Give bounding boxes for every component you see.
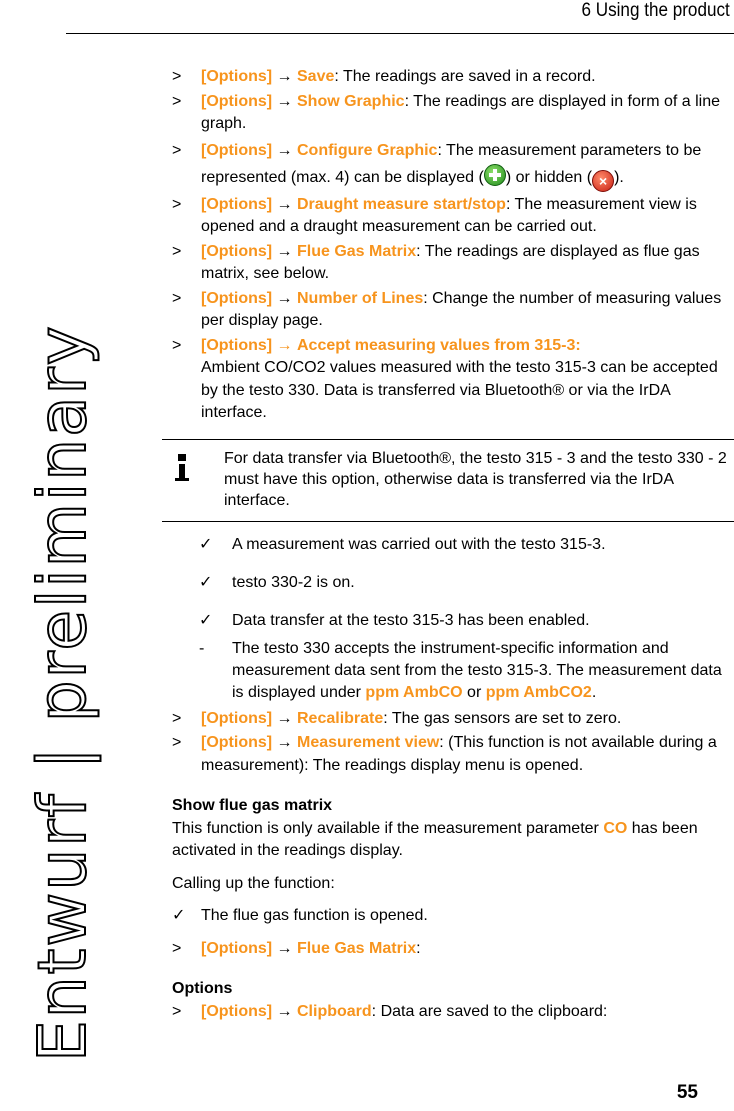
- step-flue-gas-matrix-2: [172, 938, 734, 961]
- highlight-ppm-ambco2: ppm AmbCO2: [485, 683, 592, 701]
- options-label: [Options]: [201, 734, 273, 751]
- arrow: →: [276, 734, 293, 751]
- bullet-marker: >: [172, 242, 182, 260]
- menu-target: Recalibrate: [297, 709, 384, 727]
- step-draught-measure: [172, 194, 734, 239]
- menu-target: Flue Gas Matrix: [297, 242, 417, 260]
- result-text: .: [591, 683, 597, 701]
- header-title: 6 Using the product: [581, 0, 730, 21]
- result-text: or: [462, 683, 486, 701]
- close-icon: ×: [592, 170, 614, 192]
- flue-text: has been activated in the readings display.: [172, 819, 698, 859]
- arrow: →: [276, 92, 293, 110]
- menu-target: Number of Lines: [297, 289, 424, 307]
- plus-icon: [484, 164, 506, 186]
- check-item: [172, 534, 734, 556]
- options-label: [Options]: [201, 195, 273, 213]
- options-label: [Options]: [201, 709, 273, 727]
- step-text: : The readings are saved in a record.: [334, 68, 596, 85]
- section-title-options: Options: [172, 980, 233, 997]
- step-text: :: [416, 939, 421, 957]
- step-text: ) or hidden (: [505, 168, 593, 186]
- info-icon: [178, 454, 186, 481]
- step-configure-graphic: [172, 138, 734, 192]
- check-item: [172, 572, 734, 594]
- step-text: : Data are saved to the clipboard:: [371, 1002, 608, 1020]
- arrow: →: [276, 709, 293, 727]
- check-text: Data transfer at the testo 315-3 has been enabled.: [232, 611, 590, 629]
- step-flue-gas-matrix: [172, 241, 734, 286]
- step-number-of-lines: [172, 288, 734, 333]
- watermark: Entwurf | preliminary: [24, 324, 101, 1062]
- arrow: →: [276, 336, 293, 354]
- flue-text: This function is only available if the measurement parameter: [172, 819, 604, 837]
- note-text: For data transfer via Bluetooth®, the testo 315 - 3 and the testo 330 - 2 must have this option, otherwise data is transferred via the IrDA interface.: [224, 449, 727, 509]
- step-text: Ambient CO/CO2 values measured with the testo 315-3 can be accepted by the testo 330. Data is transferred via Bluetooth® or via the IrDA interface.: [201, 359, 718, 421]
- bullet-marker: >: [172, 92, 182, 110]
- arrow: →: [276, 68, 293, 85]
- bullet-marker: >: [172, 939, 182, 957]
- step-text: : The gas sensors are set to zero.: [383, 709, 622, 727]
- step-text: ).: [614, 168, 624, 186]
- step-text: : The measurement parameters to be represented (max. 4) can be displayed (: [201, 141, 702, 186]
- result-item: [172, 638, 734, 704]
- step-save: [172, 66, 734, 89]
- step-show-graphic: [172, 91, 734, 136]
- arrow: →: [276, 939, 293, 957]
- bullet-marker: >: [172, 1002, 182, 1020]
- arrow: →: [276, 1002, 293, 1020]
- check-text: testo 330-2 is on.: [232, 573, 355, 591]
- step-text: : (This function is not available during a measurement): The readings display menu is opened.: [201, 734, 717, 774]
- step-text: : The readings are displayed as flue gas matrix, see below.: [201, 242, 700, 282]
- step-clipboard: [172, 1001, 734, 1024]
- options-label: [Options]: [201, 92, 273, 110]
- page-content: [172, 66, 734, 1025]
- options-label: [Options]: [201, 336, 273, 354]
- step-accept-values: [172, 335, 734, 425]
- step-text: : The measurement view is opened and a draught measurement can be carried out.: [201, 195, 697, 235]
- arrow: →: [276, 141, 293, 159]
- highlight-co: CO: [603, 819, 628, 837]
- menu-target: Save: [297, 68, 335, 85]
- check-text: The flue gas function is opened.: [201, 907, 428, 924]
- step-text: : The readings are displayed in form of a line graph.: [201, 92, 721, 132]
- options-label: [Options]: [201, 289, 273, 307]
- check-text: A measurement was carried out with the testo 315-3.: [232, 535, 606, 553]
- check-item: [172, 905, 734, 928]
- dash-marker: -: [199, 639, 205, 657]
- menu-target: Accept measuring values from 315-3:: [297, 336, 581, 354]
- bullet-marker: >: [172, 141, 182, 159]
- options-label: [Options]: [201, 939, 273, 957]
- flue-intro: [172, 818, 734, 863]
- step-recalibrate: [172, 708, 734, 731]
- bullet-marker: >: [172, 195, 182, 213]
- check-icon: ✓: [199, 611, 213, 629]
- section-title-flue-gas: Show flue gas matrix: [172, 797, 333, 814]
- check-icon: ✓: [199, 535, 213, 553]
- prerequisite-list: [172, 534, 734, 632]
- menu-target: Measurement view: [297, 734, 440, 751]
- bullet-marker: >: [172, 709, 182, 727]
- options-label: [Options]: [201, 68, 273, 85]
- bullet-marker: >: [172, 68, 182, 85]
- bullet-marker: >: [172, 289, 182, 307]
- options-label: [Options]: [201, 141, 273, 159]
- arrow: →: [276, 242, 293, 260]
- menu-target: Configure Graphic: [297, 141, 438, 159]
- check-icon: ✓: [172, 907, 186, 924]
- check-icon: ✓: [199, 573, 213, 591]
- options-label: [Options]: [201, 1002, 273, 1020]
- menu-target: Show Graphic: [297, 92, 405, 110]
- menu-target: Draught measure start/stop: [297, 195, 506, 213]
- highlight-ppm-ambco: ppm AmbCO: [365, 683, 463, 701]
- header-rule: [66, 33, 734, 34]
- bullet-marker: >: [172, 734, 182, 751]
- check-item: [172, 610, 734, 632]
- options-label: [Options]: [201, 242, 273, 260]
- info-note: [162, 439, 734, 522]
- arrow: →: [276, 195, 293, 213]
- page-number: 55: [676, 1082, 698, 1103]
- step-measurement-view: [172, 732, 734, 777]
- menu-target: Flue Gas Matrix: [297, 939, 417, 957]
- arrow: →: [276, 289, 293, 307]
- step-text: : Change the number of measuring values per display page.: [201, 289, 722, 329]
- menu-target: Clipboard: [297, 1002, 372, 1020]
- calling-up-text: Calling up the function:: [172, 874, 335, 892]
- result-text: The testo 330 accepts the instrument-specific information and measurement data sent from the testo 315-3. The measurement data is displayed under: [232, 639, 722, 701]
- bullet-marker: >: [172, 336, 182, 354]
